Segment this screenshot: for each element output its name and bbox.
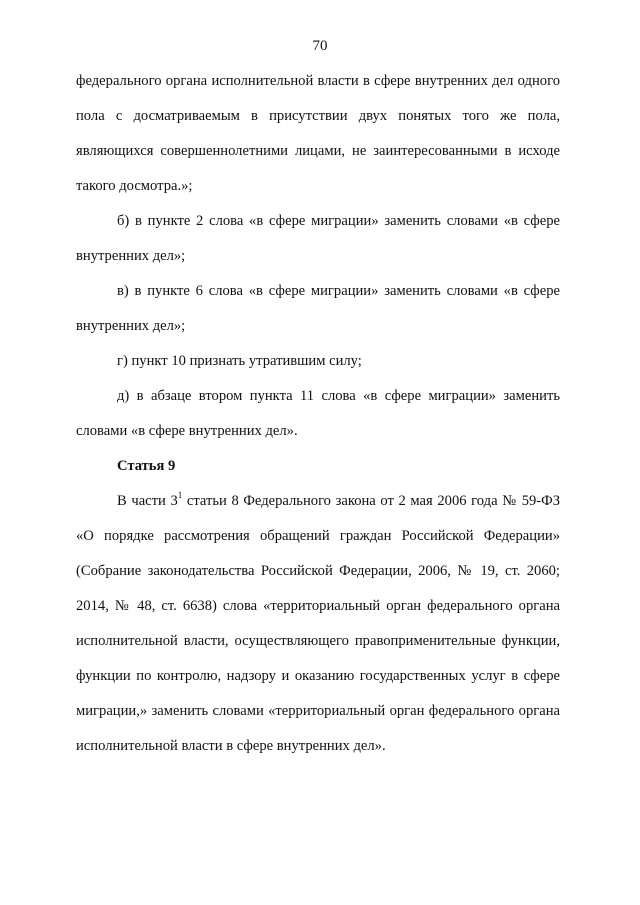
paragraph-item-g: г) пункт 10 признать утратившим силу;	[117, 353, 362, 369]
paragraph-article-9	[76, 484, 560, 764]
paragraph-article-9-rest: статьи 8 Федерального закона от 2 мая 2006 года № 59-ФЗ «О порядке рассмотрения обращений граждан Российской Федерации» (Собрание законодательства Российской Федерации, 2006, № 19, ст. 2060; 2014, № 48, ст. 6638) слова «территориальный орган федерального органа исполнительной власти, осуществляющего правоприменительные функции, функции по контролю, надзору и оказанию государственных услуг в сфере миграции,» заменить словами «территориальный орган федерального органа исполнительной власти в сфере внутренних дел».	[76, 493, 561, 754]
superscript: 1	[177, 490, 183, 501]
paragraph-item-d: д) в абзаце втором пункта 11 слова «в сфере миграции» заменить словами «в сфере внутренних дел».	[76, 388, 560, 439]
article-heading: Статья 9	[117, 458, 176, 474]
page-number: 70	[312, 38, 328, 54]
paragraph-continuation: федерального органа исполнительной власти в сфере внутренних дел одного пола с досматриваемым в присутствии двух понятых того же пола, являющихся совершеннолетними лицами, не заинтересованными в исходе такого досмотра.»;	[76, 73, 560, 194]
paragraph-article-9-start: В части 3	[117, 493, 178, 509]
paragraph-item-v: в) в пункте 6 слова «в сфере миграции» заменить словами «в сфере внутренних дел»;	[76, 283, 560, 334]
paragraph-item-b: б) в пункте 2 слова «в сфере миграции» заменить словами «в сфере внутренних дел»;	[76, 213, 560, 264]
document-body	[76, 64, 560, 764]
